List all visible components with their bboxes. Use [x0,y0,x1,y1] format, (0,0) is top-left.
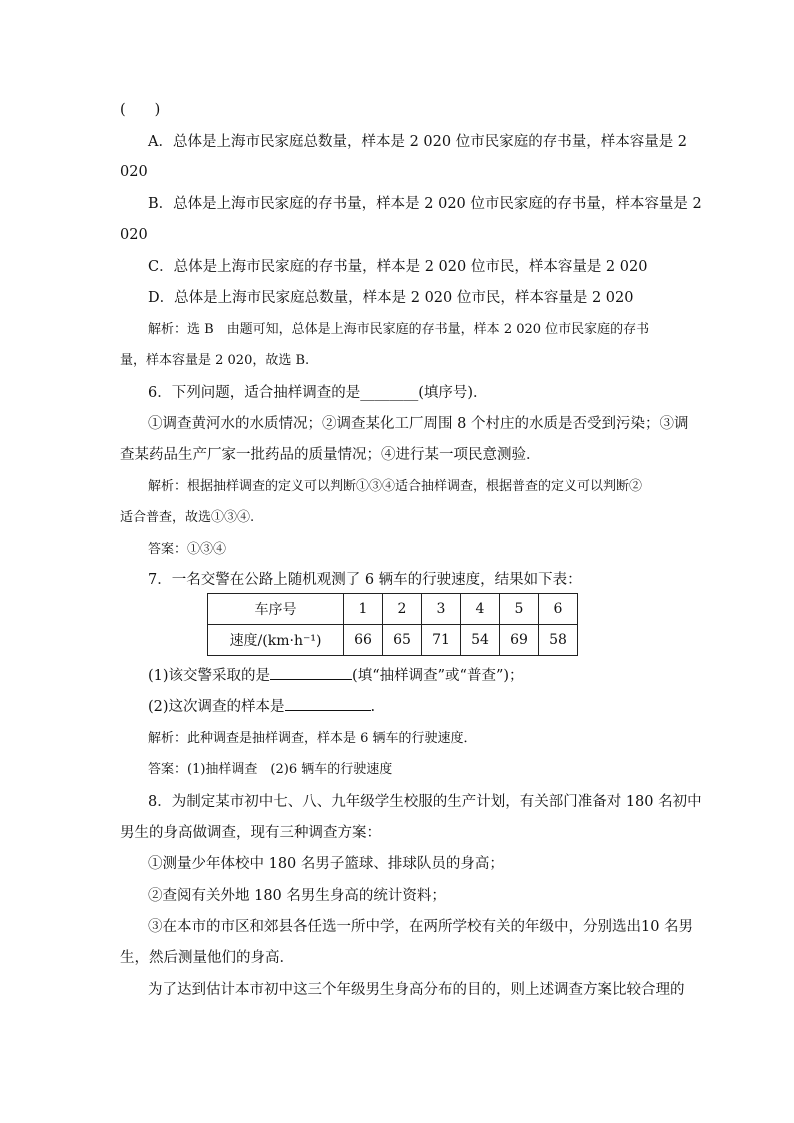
part-2-text: (2)这次调查的样本是 [148,699,285,715]
analysis-5-cont: 量，样本容量是 2 020，故选 B. [120,353,310,368]
plan-1: ①测量少年体校中 180 名男子篮球、排球队员的身高； [148,856,504,872]
plan-3-cont: 生，然后测量他们的身高． [120,950,294,966]
table-cell: 69 [500,625,539,656]
option-b-cont: 020 [120,227,148,243]
speed-table [207,593,578,656]
answer-6: 答案：①③④ [148,542,227,557]
question-8: 8．为制定某市初中七、八、九年级学生校服的生产计划，有关部门准备对 180 名初中 [148,794,702,810]
option-b: B．总体是上海市民家庭的存书量，样本是 2 020 位市民家庭的存书量，样本容量是 2 [148,196,702,212]
table-cell: 66 [344,625,383,656]
table-cell: 1 [344,594,383,625]
plan-2: ②查阅有关外地 180 名男生身高的统计资料； [148,888,446,904]
option-a: A．总体是上海市民家庭总数量，样本是 2 020 位市民家庭的存书量，样本容量是 2 [148,134,688,150]
part-1-text: (1)该交警采取的是 [148,668,271,684]
table-cell: 6 [539,594,578,625]
table-cell: 58 [539,625,578,656]
table-cell: 71 [422,625,461,656]
analysis-7: 解析：此种调查是抽样调查，样本是 6 辆车的行驶速度． [148,731,477,746]
answer-blank [285,710,371,711]
analysis-5: 解析：选 B 由题可知，总体是上海市民家庭的存书量，样本 2 020 位市民家庭的存书 [148,322,650,337]
table-row [208,625,578,656]
table-cell: 2 [383,594,422,625]
table-header-car: 车序号 [208,594,344,625]
table-cell: 5 [500,594,539,625]
question-7-part-2 [120,697,708,717]
answer-blank [270,679,352,680]
option-c: C．总体是上海市民家庭的存书量，样本是 2 020 位市民，样本容量是 2 020 [148,259,648,275]
table-cell: 54 [461,625,500,656]
option-d: D．总体是上海市民家庭总数量，样本是 2 020 位市民，样本容量是 2 020 [148,290,634,306]
question-7-part-1 [120,666,708,686]
question-5-bracket: ( ) [120,102,161,118]
question-6-items-cont: 查某药品生产厂家一批药品的质量情况；④进行某一项民意测验． [120,447,541,463]
table-cell: 3 [422,594,461,625]
question-6: 6．下列问题，适合抽样调查的是________(填序号)． [148,385,488,401]
question-8-ask: 为了达到估计本市初中这三个年级男生身高分布的目的，则上述调查方案比较合理的 [148,982,685,998]
table-cell: 4 [461,594,500,625]
question-7: 7．一名交警在公路上随机观测了 6 辆车的行驶速度，结果如下表： [148,572,582,588]
plan-3: ③在本市的市区和郊县各任选一所中学，在两所学校有关的年级中，分别选出10 名男 [148,919,694,935]
option-a-cont: 020 [120,164,148,180]
table-cell: 65 [383,625,422,656]
analysis-6: 解析：根据抽样调查的定义可以判断①③④适合抽样调查，根据普查的定义可以判断② [148,479,643,494]
part-1-hint: (填“抽样调查”或“普查”)； [352,668,524,684]
table-header-speed: 速度/(km·h⁻¹) [208,625,344,656]
table-row [208,594,578,625]
answer-7: 答案：(1)抽样调查 (2)6 辆车的行驶速度 [148,762,393,777]
question-6-items: ①调查黄河水的水质情况；②调查某化工厂周围 8 个村庄的水质是否受到污染；③调 [148,416,689,432]
analysis-6-cont: 适合普查，故选①③④. [120,510,255,525]
part-2-end: . [370,699,376,715]
question-8-cont: 男生的身高做调查，现有三种调查方案： [120,825,381,841]
